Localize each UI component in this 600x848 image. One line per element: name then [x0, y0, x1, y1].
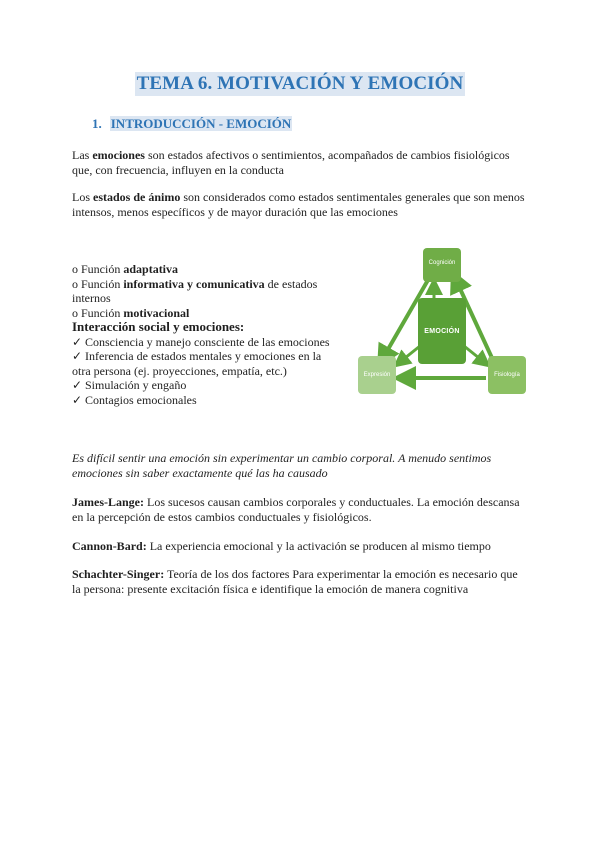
check-icon: ✓	[72, 334, 83, 349]
social-item	[72, 393, 342, 408]
page-title-text: TEMA 6. MOTIVACIÓN Y EMOCIÓN	[136, 73, 464, 94]
text-run: Contagios emocionales	[85, 392, 197, 407]
theory-name: Schachter-Singer:	[72, 567, 165, 581]
text-run: Simulación y engaño	[85, 378, 187, 392]
theory-name: James-Lange:	[72, 495, 144, 509]
function-term: adaptativa	[123, 262, 179, 276]
text-run: o Función	[72, 305, 124, 320]
section-label: INTRODUCCIÓN - EMOCIÓN	[110, 116, 292, 131]
function-term: informativa y comunicativa	[123, 276, 265, 291]
function-item	[72, 306, 342, 321]
estados-animo-term: estados de ánimo	[93, 190, 181, 204]
text-run: Consciencia y manejo consciente de las emociones	[85, 334, 330, 349]
check-icon: ✓	[72, 392, 83, 407]
functions-list	[72, 262, 342, 407]
page-title	[0, 72, 600, 96]
function-item	[72, 277, 342, 306]
theory-text: Teoría de los dos factores Para experimentar la emoción es necesario que la persona: presente excitación física e identifique la emoción de manera cognitiva	[72, 567, 518, 596]
text-run: o Función	[72, 276, 124, 291]
text-run: son estados afectivos o sentimientos, acompañados de cambios fisiológicos que, con frecuencia, influyen en la conducta	[72, 148, 510, 177]
estados-animo-paragraph	[72, 190, 527, 220]
check-icon: ✓	[72, 349, 83, 363]
text-run: de estados internos	[72, 276, 318, 305]
theory-james-lange	[72, 495, 527, 525]
function-term: motivacional	[123, 305, 190, 320]
theory-name: Cannon-Bard:	[72, 539, 147, 553]
social-item	[72, 335, 342, 350]
diagram-node-emocion: EMOCIÓN	[418, 298, 466, 364]
section-number: 1.	[92, 116, 102, 131]
social-heading: Interacción social y emociones:	[72, 319, 245, 334]
theory-cannon-bard	[72, 539, 527, 554]
text-run: Las	[72, 148, 93, 162]
text-run: Inferencia de estados mentales y emociones en la otra persona (ej. proyecciones, empatía, etc.)	[72, 349, 322, 378]
theory-text: Los sucesos causan cambios corporales y conductuales. La emoción descansa en la percepción de estos cambios conductuales y fisiológicos.	[72, 495, 520, 524]
text-run: Los	[72, 190, 93, 204]
theory-schachter-singer	[72, 567, 527, 597]
quote-paragraph	[72, 451, 527, 481]
arrow-emocion-expresion	[400, 346, 420, 362]
diagram-node-fisiologia: Fisiología	[488, 356, 526, 394]
emotion-diagram	[356, 246, 528, 398]
check-icon: ✓	[72, 378, 83, 392]
emociones-term: emociones	[92, 148, 145, 162]
section-heading	[92, 115, 292, 133]
quote-text: Es difícil sentir una emoción sin experimentar un cambio corporal. A menudo sentimos emociones sin saber exactamente qué las ha causado	[72, 451, 492, 480]
social-item	[72, 349, 342, 378]
text-run: o Función	[72, 262, 124, 276]
diagram-node-expresion: Expresión	[358, 356, 396, 394]
theory-text: La experiencia emocional y la activación se producen al mismo tiempo	[146, 539, 491, 553]
arrow-emocion-fisiologia	[464, 346, 484, 362]
text-run: son considerados como estados sentimentales generales que son menos intensos, menos específicos y de mayor duración que las emociones	[72, 190, 525, 219]
function-item	[72, 262, 342, 277]
social-item	[72, 378, 342, 393]
diagram-node-cognicion: Cognición	[423, 248, 461, 282]
emociones-paragraph	[72, 148, 527, 178]
